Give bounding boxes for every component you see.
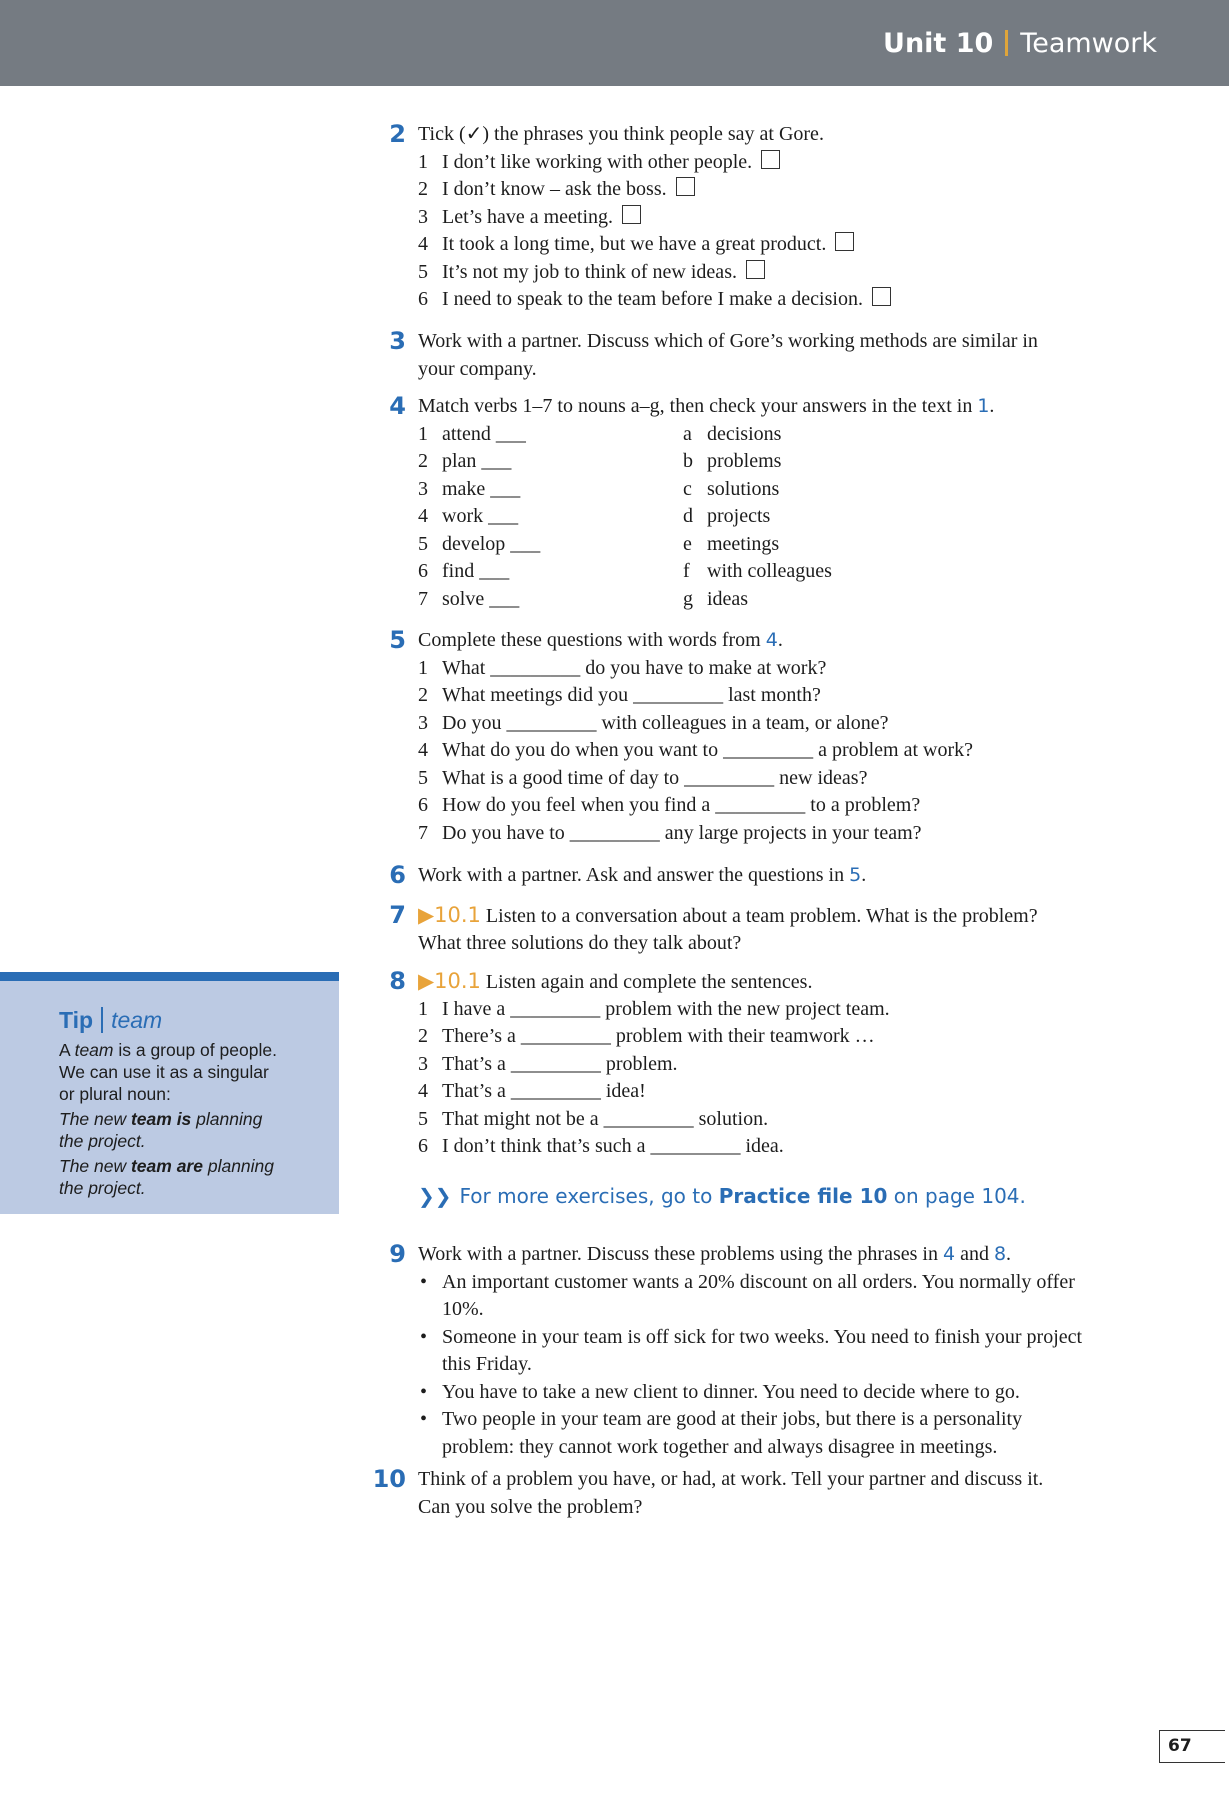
practice-file: Practice file 10 [718, 1184, 888, 1208]
noun-item [683, 448, 832, 476]
item-number: 3 [418, 711, 428, 734]
item-number: 2 [418, 450, 428, 472]
reference: 1 [977, 395, 990, 417]
bullet-line: • Someone in your team is off sick for two weeks. You need to finish your project [442, 1325, 1083, 1348]
item-text: projects [707, 505, 771, 527]
item-number: 6 [418, 288, 428, 310]
reference: 5 [849, 864, 862, 886]
checkbox[interactable] [872, 287, 891, 306]
item-number: 3 [418, 477, 428, 500]
list-item [418, 820, 1168, 848]
item-text: attend ___ [442, 422, 526, 445]
tip-line: or plural noun: [59, 1084, 171, 1104]
item-number: 5 [418, 766, 428, 789]
noun-item [683, 586, 832, 614]
item-text: solve ___ [442, 587, 520, 610]
item-text: I have a _________ problem with the new project team. [442, 997, 890, 1020]
bullet-line: • Two people in your team are good at their jobs, but there is a personality [442, 1408, 1023, 1430]
list-item [418, 655, 1168, 683]
double-chevron-icon: ❯❯ [418, 1184, 452, 1208]
item-number: 3 [418, 1052, 428, 1075]
list-item [418, 149, 1168, 177]
instruction: Can you solve the problem? [418, 1495, 643, 1518]
checkbox[interactable] [835, 232, 854, 251]
reference: 4 [942, 1243, 956, 1265]
instruction: Tick (✓) the phrases you think people say at Gore. [418, 123, 824, 145]
item-number: 5 [418, 532, 428, 555]
item-text: What _________ do you have to make at work? [442, 656, 827, 679]
bullet-line: problem: they cannot work together and always disagree in meetings. [442, 1435, 998, 1458]
exercise-number: 9 [389, 1240, 406, 1268]
item-number: 4 [418, 505, 428, 527]
tip-word: team [111, 1007, 163, 1033]
exercise-number: 7 [389, 901, 406, 929]
bullet-item [418, 1269, 1168, 1324]
item-text: Let’s have a meeting. [442, 205, 614, 228]
item-text: ideas [707, 587, 749, 610]
instruction: Match verbs 1–7 to nouns a–g, then check your answers in the text in 1. [418, 395, 995, 417]
exercise-number: 8 [389, 967, 406, 995]
page-number: 67 [1159, 1730, 1225, 1763]
item-number: 5 [418, 260, 428, 283]
list-item [418, 682, 1168, 710]
bullet-line: 10%. [442, 1298, 484, 1320]
tip-line: A team is a group of people. [59, 1040, 277, 1060]
audio-play-icon[interactable]: ▶ [418, 969, 435, 993]
item-text: I don’t like working with other people. [442, 150, 753, 173]
practice-page: on page 104. [893, 1184, 1026, 1208]
reference: 8 [993, 1243, 1007, 1265]
item-text: That’s a _________ problem. [442, 1052, 678, 1075]
unit-number: Unit 10 [883, 28, 994, 59]
noun-item [683, 503, 832, 531]
item-text: It’s not my job to think of new ideas. [442, 260, 737, 283]
instruction: Work with a partner. Ask and answer the questions in 5. [418, 864, 867, 886]
item-text: find ___ [442, 560, 510, 582]
exercise-number: 10 [372, 1465, 406, 1493]
checkbox[interactable] [761, 150, 780, 169]
item-letter: e [683, 532, 692, 555]
list-item [418, 1133, 1168, 1161]
list-item [418, 996, 1168, 1024]
item-text: How do you feel when you find a _________ to a problem? [442, 794, 921, 816]
item-number: 5 [418, 1107, 428, 1130]
unit-header [0, 0, 1229, 86]
item-text: work ___ [442, 505, 519, 527]
item-number: 4 [418, 233, 428, 255]
checkbox[interactable] [676, 177, 695, 196]
list-item [418, 1078, 1168, 1106]
bullet-item [418, 1406, 1168, 1461]
exercise-number: 4 [389, 392, 406, 420]
practice-file-link[interactable] [418, 1184, 1026, 1208]
item-text: I don’t know – ask the boss. [442, 178, 667, 200]
bullet-line: this Friday. [442, 1353, 532, 1375]
item-text: I need to speak to the team before I make a decision. [442, 288, 863, 310]
list-item [418, 765, 1168, 793]
item-text: What do you do when you want to _________ a problem at work? [442, 739, 974, 761]
item-text: There’s a _________ problem with their teamwork … [442, 1025, 875, 1047]
list-item [418, 737, 1168, 765]
item-text: It took a long time, but we have a great product. [442, 233, 827, 255]
list-item [418, 1051, 1168, 1079]
item-text: That might not be a _________ solution. [442, 1107, 769, 1130]
divider [1005, 30, 1008, 56]
instruction: Work with a partner. Discuss which of Gore’s working methods are similar in [418, 330, 1038, 352]
list-item [418, 1106, 1168, 1134]
tip-example: The new team is planning the project. [59, 1109, 263, 1151]
item-number: 6 [418, 1135, 428, 1157]
exercise-number: 3 [389, 327, 406, 355]
item-text: What meetings did you _________ last month? [442, 684, 821, 706]
tip-example: The new team are planning the project. [59, 1156, 275, 1198]
item-number: 7 [418, 821, 428, 844]
item-letter: d [683, 505, 693, 527]
item-text: make ___ [442, 477, 521, 500]
tip-heading [59, 1007, 277, 1033]
item-text: develop ___ [442, 532, 541, 555]
list-item [418, 176, 1168, 204]
item-number: 4 [418, 739, 428, 761]
tip-line: We can use it as a singular [59, 1062, 269, 1082]
item-text: problems [707, 450, 782, 472]
practice-text: For more exercises, go to [459, 1184, 713, 1208]
item-number: 1 [418, 422, 428, 445]
item-text: solutions [707, 477, 780, 500]
item-text: decisions [707, 422, 782, 445]
instruction: Think of a problem you have, or had, at work. Tell your partner and discuss it. [418, 1468, 1044, 1490]
exercise-number: 6 [389, 861, 406, 889]
item-number: 7 [418, 587, 428, 610]
checkbox[interactable] [746, 260, 765, 279]
instruction: Work with a partner. Discuss these problems using the phrases in 4 and 8. [418, 1243, 1012, 1265]
audio-play-icon[interactable]: ▶ [418, 903, 435, 927]
item-number: 2 [418, 1025, 428, 1047]
list-item [418, 792, 1168, 820]
exercise-number: 5 [389, 626, 406, 654]
list-item [418, 1023, 1168, 1051]
item-text: meetings [707, 532, 780, 555]
noun-item [683, 531, 832, 559]
list-item [418, 259, 1168, 287]
bullet-line: • An important customer wants a 20% discount on all orders. You normally offer [442, 1270, 1075, 1293]
instruction-text: Work with a partner. Discuss these problems using the phrases in [418, 1243, 938, 1265]
item-number: 4 [418, 1080, 428, 1102]
list-item [418, 710, 1168, 738]
tip-label: Tip [59, 1007, 94, 1033]
item-text: That’s a _________ idea! [442, 1080, 646, 1102]
noun-item [683, 421, 832, 449]
checkbox[interactable] [622, 205, 641, 224]
item-text: Do you _________ with colleagues in a team, or alone? [442, 711, 889, 734]
unit-name: Teamwork [1020, 28, 1157, 59]
item-letter: f [683, 560, 690, 582]
instruction-text: Work with a partner. Ask and answer the questions in [418, 864, 845, 886]
instruction: What three solutions do they talk about? [418, 931, 742, 954]
item-number: 2 [418, 684, 428, 706]
bullet-item [418, 1324, 1168, 1379]
item-letter: a [683, 422, 692, 445]
noun-item [683, 476, 832, 504]
item-number: 1 [418, 656, 428, 679]
item-text: plan ___ [442, 450, 512, 472]
bullet-item [418, 1379, 1168, 1407]
list-item [418, 204, 1168, 232]
list-item [418, 231, 1168, 259]
item-number: 1 [418, 997, 428, 1020]
item-number: 6 [418, 794, 428, 816]
reference: 4 [765, 629, 778, 651]
divider [101, 1007, 103, 1033]
item-number: 3 [418, 205, 428, 228]
conjunction: and [960, 1243, 989, 1265]
instruction: your company. [418, 357, 537, 380]
item-text: I don’t think that’s such a _________ idea. [442, 1135, 784, 1157]
bullet-line: • You have to take a new client to dinner. You need to decide where to go. [442, 1380, 1020, 1403]
item-number: 2 [418, 178, 428, 200]
tip-box [0, 972, 339, 1214]
item-text: What is a good time of day to _________ new ideas? [442, 766, 868, 789]
instruction: Listen to a conversation about a team problem. What is the problem? [485, 905, 1038, 927]
item-letter: c [683, 477, 692, 500]
item-text: Do you have to _________ any large projects in your team? [442, 821, 922, 844]
item-text: with colleagues [707, 560, 832, 582]
list-item [418, 286, 1168, 314]
noun-item [683, 558, 832, 586]
instruction-text: Match verbs 1–7 to nouns a–g, then check your answers in the text in [418, 395, 973, 417]
instruction-text: Complete these questions with words from [418, 629, 761, 651]
item-number: 1 [418, 150, 428, 173]
instruction: Listen again and complete the sentences. [485, 971, 813, 993]
item-number: 6 [418, 560, 428, 582]
unit-title [883, 28, 1157, 59]
item-letter: g [683, 587, 693, 610]
item-letter: b [683, 450, 693, 472]
exercise-number: 2 [389, 120, 406, 148]
audio-track[interactable]: 10.1 [434, 903, 481, 927]
instruction: Complete these questions with words from 4. [418, 629, 783, 651]
audio-track[interactable]: 10.1 [434, 969, 481, 993]
